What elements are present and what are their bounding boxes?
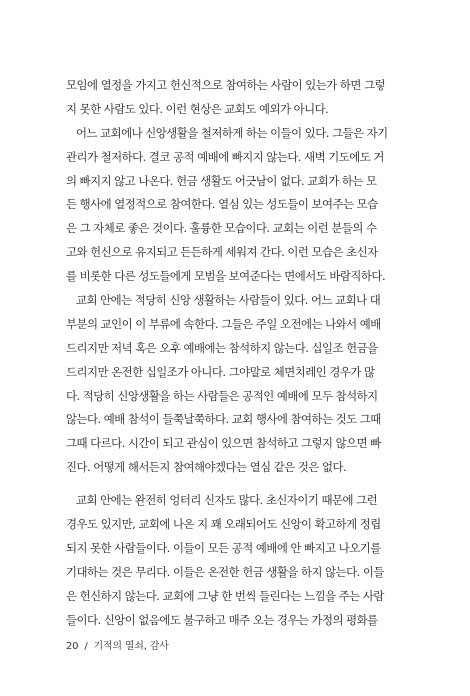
text-line: 기대하는 것은 무리다. 이들은 온전한 헌금 생활을 하지 않는다. 이들: [66, 564, 384, 579]
text-line: 않는다. 예배 참석이 들쭉날쭉하다. 교회 행사에 참여하는 것도 그때: [66, 412, 381, 427]
page-number: 20: [66, 641, 79, 652]
footer-separator: /: [84, 641, 88, 652]
text-line: 경우도 있지만, 교회에 나온 지 꽤 오래되어도 신앙이 확고하게 정립: [66, 517, 381, 532]
text-line: 되지 못한 사람들이다. 이들이 모든 공적 예배에 안 빠지고 나오기를: [66, 540, 381, 555]
text-line: 진다. 어떻게 해서든지 참여해야겠다는 열심 같은 것은 없다.: [66, 460, 347, 475]
page-footer: [66, 637, 169, 652]
text-line: 모임에 열정을 가지고 헌신적으로 참여하는 사람이 있는가 하면 그렇: [66, 78, 386, 92]
paragraph-gap: [66, 480, 408, 489]
text-line: 어느 교회에나 신앙생활을 철저하게 하는 이들이 있다. 그들은 자기: [76, 125, 388, 140]
text-line: 은 헌신하지 않는다. 교회에 그냥 한 번씩 들린다는 느낌을 주는 사람: [66, 588, 384, 603]
body-text: [66, 74, 408, 632]
paragraph: [66, 289, 408, 480]
text-line: 의 빠지지 않고 나온다. 헌금 생활도 어긋남이 없다. 교회가 하는 모: [66, 173, 377, 188]
paragraph: [66, 122, 408, 289]
text-line: 를 비롯한 다른 성도들에게 모범을 보여준다는 면에서도 바람직하다.: [66, 269, 386, 284]
text-line: 부분의 교인이 이 부류에 속한다. 그들은 주일 오전에는 나와서 예배: [66, 316, 381, 331]
text-line: 교회 안에는 완전히 엉터리 신자도 많다. 초신자이기 때문에 그런: [76, 493, 378, 508]
text-line: 들이다. 신앙이 없음에도 불구하고 매주 오는 경우는 가정의 평화를: [66, 612, 378, 627]
running-title: 기적의 열쇠, 감사: [93, 641, 169, 652]
paragraph: [66, 74, 408, 122]
text-line: 든 행사에 열정적으로 참여한다. 열심 있는 성도들이 보여주는 모습: [66, 197, 378, 212]
text-line: 지 못한 사람도 있다. 이런 현상은 교회도 예외가 아니다.: [66, 101, 329, 116]
text-line: 그때 다르다. 시간이 되고 관심이 있으면 참석하고 그렇지 않으면 빠: [66, 436, 381, 451]
text-line: 드리지만 온전한 십일조가 아니다. 그야말로 체면치레인 경우가 많: [66, 364, 375, 379]
paragraph: [66, 489, 408, 632]
text-line: 드리지만 저녁 혹은 오후 예배에는 참석하지 않는다. 십일조 헌금을: [66, 340, 378, 355]
text-line: 관리가 철저하다. 결코 공적 예배에 빠지지 않는다. 새벽 기도에도 거: [66, 149, 384, 164]
text-line: 고와 헌신으로 유지되고 든든하게 세워져 간다. 이런 모습은 초신자: [66, 245, 378, 260]
text-line: 다. 적당히 신앙생활을 하는 사람들은 공적인 예배에 모두 참석하지: [66, 388, 378, 403]
text-line: 교회 안에는 적당히 신앙 생활하는 사람들이 있다. 어느 교회나 대: [76, 293, 381, 308]
text-line: 은 그 자체로 좋은 것이다. 훌륭한 모습이다. 교회는 이런 분들의 수: [66, 221, 377, 236]
